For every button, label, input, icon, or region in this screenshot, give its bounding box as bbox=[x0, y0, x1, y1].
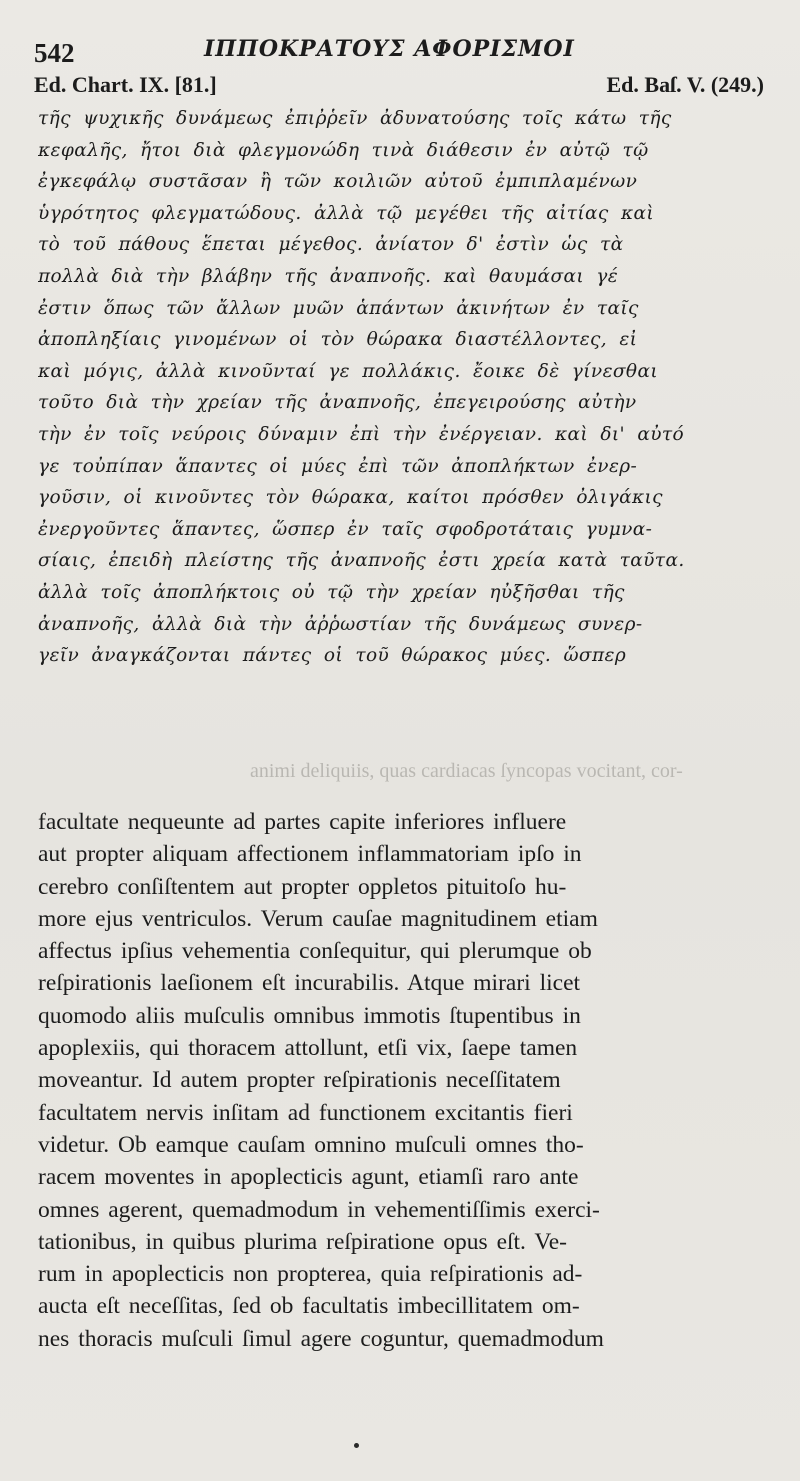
latin-line: omnes agerent, quemadmodum in vehementiſſimis exerci- bbox=[38, 1196, 600, 1223]
latin-line: racem moventes in apoplecticis agunt, etiamſi raro ante bbox=[38, 1164, 579, 1191]
latin-line: facultatem nervis inſitam ad functionem excitantis fieri bbox=[38, 1099, 573, 1126]
latin-line: apoplexiis, qui thoracem attollunt, etſi vix, ſaepe tamen bbox=[38, 1035, 578, 1062]
greek-line: τὴν ἐν τοῖς νεύροις δύναμιν ἐπὶ τὴν ἐνέργειαν. καὶ δι' αὐτό bbox=[38, 423, 685, 445]
greek-line: ἐγκεφάλῳ συστᾶσαν ἢ τῶν κοιλιῶν αὐτοῦ ἐμπιπλαμένων bbox=[38, 171, 638, 193]
page-header bbox=[34, 36, 774, 70]
bleed-through-text: animi deliquiis, quas cardiacas ſyncopas vocitant, cor- bbox=[250, 760, 683, 782]
greek-line: ἀναπνοῆς, ἀλλὰ διὰ τὴν ἀῤῥωστίαν τῆς δυνάμεως συνερ- bbox=[38, 613, 643, 635]
greek-line: τοῦτο διὰ τὴν χρείαν τῆς ἀναπνοῆς, ἐπεγειρούσης αὐτὴν bbox=[38, 392, 637, 414]
latin-line: tationibus, in quibus plurima reſpiratione opus eſt. Ve- bbox=[38, 1228, 568, 1255]
greek-line: ἀποπληξίαις γινομένων οἱ τὸν θώρακα διαστέλλοντες, εἰ bbox=[38, 329, 638, 351]
greek-line: ἐνεργοῦντες ἅπαντες, ὥσπερ ἐν ταῖς σφοδροτάταις γυμνα- bbox=[38, 518, 653, 540]
page-number: 542 bbox=[34, 38, 75, 68]
greek-line: ἐστιν ὅπως τῶν ἄλλων μυῶν ἁπάντων ἀκινήτων ἐν ταῖς bbox=[38, 297, 639, 319]
latin-line: more ejus ventriculos. Verum cauſae magnitudinem etiam bbox=[38, 905, 598, 932]
latin-line: moveantur. Id autem propter reſpirationis neceſſitatem bbox=[38, 1067, 561, 1094]
latin-line: facultate nequeunte ad partes capite inferiores influere bbox=[38, 809, 567, 835]
latin-text-block bbox=[38, 806, 766, 1355]
edition-reference-right: Ed. Baſ. V. (249.) bbox=[606, 72, 764, 97]
latin-line: quomodo aliis muſculis omnibus immotis ſtupentibus in bbox=[38, 1002, 581, 1029]
greek-line: σίαις, ἐπειδὴ πλείστης τῆς ἀναπνοῆς ἐστι χρεία κατὰ ταῦτα. bbox=[38, 550, 685, 572]
greek-line: τῆς ψυχικῆς δυνάμεως ἐπιῤῥεῖν ἀδυνατούσης τοῖς κάτω τῆς bbox=[38, 108, 672, 129]
latin-line: affectus ipſius vehementia conſequitur, qui plerumque ob bbox=[38, 938, 592, 965]
greek-line: καὶ μόγις, ἀλλὰ κινοῦνταί γε πολλάκις. ἔοικε δὲ γίνεσθαι bbox=[38, 360, 659, 382]
latin-line: aut propter aliquam affectionem inflammatoriam ipſo in bbox=[38, 841, 582, 868]
latin-line: cerebro conſiſtentem aut propter oppletos pituitoſo hu- bbox=[38, 873, 567, 900]
latin-line: aucta eſt neceſſitas, ſed ob facultatis imbecillitatem om- bbox=[38, 1293, 580, 1320]
greek-line: κεφαλῆς, ἤτοι διὰ φλεγμονώδη τινὰ διάθεσιν ἐν αὐτῷ τῷ bbox=[38, 139, 649, 161]
latin-line: videtur. Ob eamque cauſam omnino muſculi omnes tho- bbox=[38, 1131, 584, 1158]
running-title: ΙΠΠΟΚΡΑΤΟΥΣ ΑΦΟΡΙΣΜΟΙ bbox=[204, 36, 575, 62]
greek-line: γοῦσιν, οἱ κινοῦντες τὸν θώρακα, καίτοι πρόσθεν ὀλιγάκις bbox=[38, 487, 663, 509]
greek-line: γε τοὐπίπαν ἅπαντες οἱ μύες ἐπὶ τῶν ἀποπλήκτων ἐνερ- bbox=[38, 455, 638, 477]
greek-text-block bbox=[38, 103, 766, 672]
greek-line: ἀλλὰ τοῖς ἀποπλήκτοις οὐ τῷ τὴν χρείαν ηὐξῆσθαι τῆς bbox=[38, 581, 625, 603]
latin-line: reſpirationis laeſionem eſt incurabilis. Atque mirari licet bbox=[38, 970, 581, 997]
edition-reference-left: Ed. Chart. IX. [81.] bbox=[34, 72, 217, 97]
edition-references bbox=[34, 72, 764, 102]
greek-line: τὸ τοῦ πάθους ἕπεται μέγεθος. ἀνίατον δ' ἐστὶν ὡς τὰ bbox=[38, 234, 624, 256]
greek-line: πολλὰ διὰ τὴν βλάβην τῆς ἀναπνοῆς. καὶ θαυμάσαι γέ bbox=[38, 265, 619, 287]
printer-mark bbox=[354, 1443, 359, 1448]
greek-line: ὑγρότητος φλεγματώδους. ἀλλὰ τῷ μεγέθει τῆς αἰτίας καὶ bbox=[38, 202, 655, 224]
latin-line: rum in apoplecticis non propterea, quia reſpirationis ad- bbox=[38, 1261, 583, 1288]
greek-line: γεῖν ἀναγκάζονται πάντες οἱ τοῦ θώρακος μύες. ὥσπερ bbox=[38, 645, 627, 667]
latin-line: nes thoracis muſculi ſimul agere coguntur, quemadmodum bbox=[38, 1325, 604, 1352]
